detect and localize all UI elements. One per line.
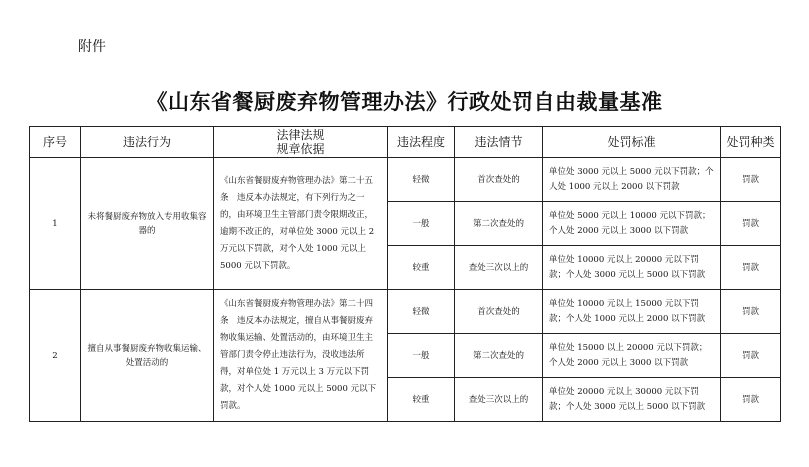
circumstance-cell: 查处三次以上的 <box>455 246 543 290</box>
seq-cell: 2 <box>30 290 81 422</box>
penalty-table <box>29 126 781 422</box>
degree-cell: 较重 <box>388 378 455 422</box>
header-basis: 法律法规 规章依据 <box>214 127 388 158</box>
degree-cell: 轻微 <box>388 158 455 202</box>
type-cell: 罚款 <box>721 158 781 202</box>
degree-cell: 轻微 <box>388 290 455 334</box>
degree-cell: 一般 <box>388 334 455 378</box>
type-cell: 罚款 <box>721 378 781 422</box>
header-standard: 处罚标准 <box>543 127 721 158</box>
table-header-row <box>30 127 781 158</box>
header-degree: 违法程度 <box>388 127 455 158</box>
header-type: 处罚种类 <box>721 127 781 158</box>
page-title: 《山东省餐厨废弃物管理办法》行政处罚自由裁量基准 <box>146 89 663 114</box>
standard-cell: 单位处 15000 以上 20000 元以下罚款；个人处 2000 元以上 3000 以下罚款 <box>543 334 721 378</box>
standard-cell: 单位处 3000 元以上 5000 元以下罚款；个人处 1000 元以上 2000 以下罚款 <box>543 158 721 202</box>
circumstance-cell: 查处三次以上的 <box>455 378 543 422</box>
degree-cell: 较重 <box>388 246 455 290</box>
act-cell: 未将餐厨废弃物放入专用收集容器的 <box>81 158 214 290</box>
circumstance-cell: 首次查处的 <box>455 290 543 334</box>
type-cell: 罚款 <box>721 334 781 378</box>
degree-cell: 一般 <box>388 202 455 246</box>
standard-cell: 单位处 10000 元以上 15000 元以下罚款；个人处 1000 元以上 2000 以下罚款 <box>543 290 721 334</box>
circumstance-cell: 第二次查处的 <box>455 334 543 378</box>
act-cell: 擅自从事餐厨废弃物收集运输、处置活动的 <box>81 290 214 422</box>
basis-cell: 《山东省餐厨废弃物管理办法》第二十四条 违反本办法规定，擅自从事餐厨废弃物收集运输、处置活动的，由环境卫生主管部门责令停止违法行为，没收违法所得，对单位处 1 万元以上 3 万元以下罚款，对个人处 1000 元以上 5000 元以下罚款。 <box>214 290 388 422</box>
seq-cell: 1 <box>30 158 81 290</box>
table-row <box>30 158 781 202</box>
table-row <box>30 290 781 334</box>
circumstance-cell: 第二次查处的 <box>455 202 543 246</box>
type-cell: 罚款 <box>721 202 781 246</box>
header-act: 违法行为 <box>81 127 214 158</box>
type-cell: 罚款 <box>721 246 781 290</box>
standard-cell: 单位处 20000 元以上 30000 元以下罚款；个人处 3000 元以上 5000 以下罚款 <box>543 378 721 422</box>
basis-cell: 《山东省餐厨废弃物管理办法》第二十五条 违反本办法规定，有下列行为之一的，由环境卫生主管部门责令限期改正，逾期不改正的，对单位处 3000 元以上 2 万元以下罚款，对个人处 1000 元以上 5000 元以下罚款。 <box>214 158 388 290</box>
attachment-label: 附件 <box>78 39 106 55</box>
header-seq: 序号 <box>30 127 81 158</box>
type-cell: 罚款 <box>721 290 781 334</box>
standard-cell: 单位处 5000 元以上 10000 元以下罚款；个人处 2000 元以上 3000 以下罚款 <box>543 202 721 246</box>
standard-cell: 单位处 10000 元以上 20000 元以下罚款；个人处 3000 元以上 5000 以下罚款 <box>543 246 721 290</box>
circumstance-cell: 首次查处的 <box>455 158 543 202</box>
header-circumstance: 违法情节 <box>455 127 543 158</box>
